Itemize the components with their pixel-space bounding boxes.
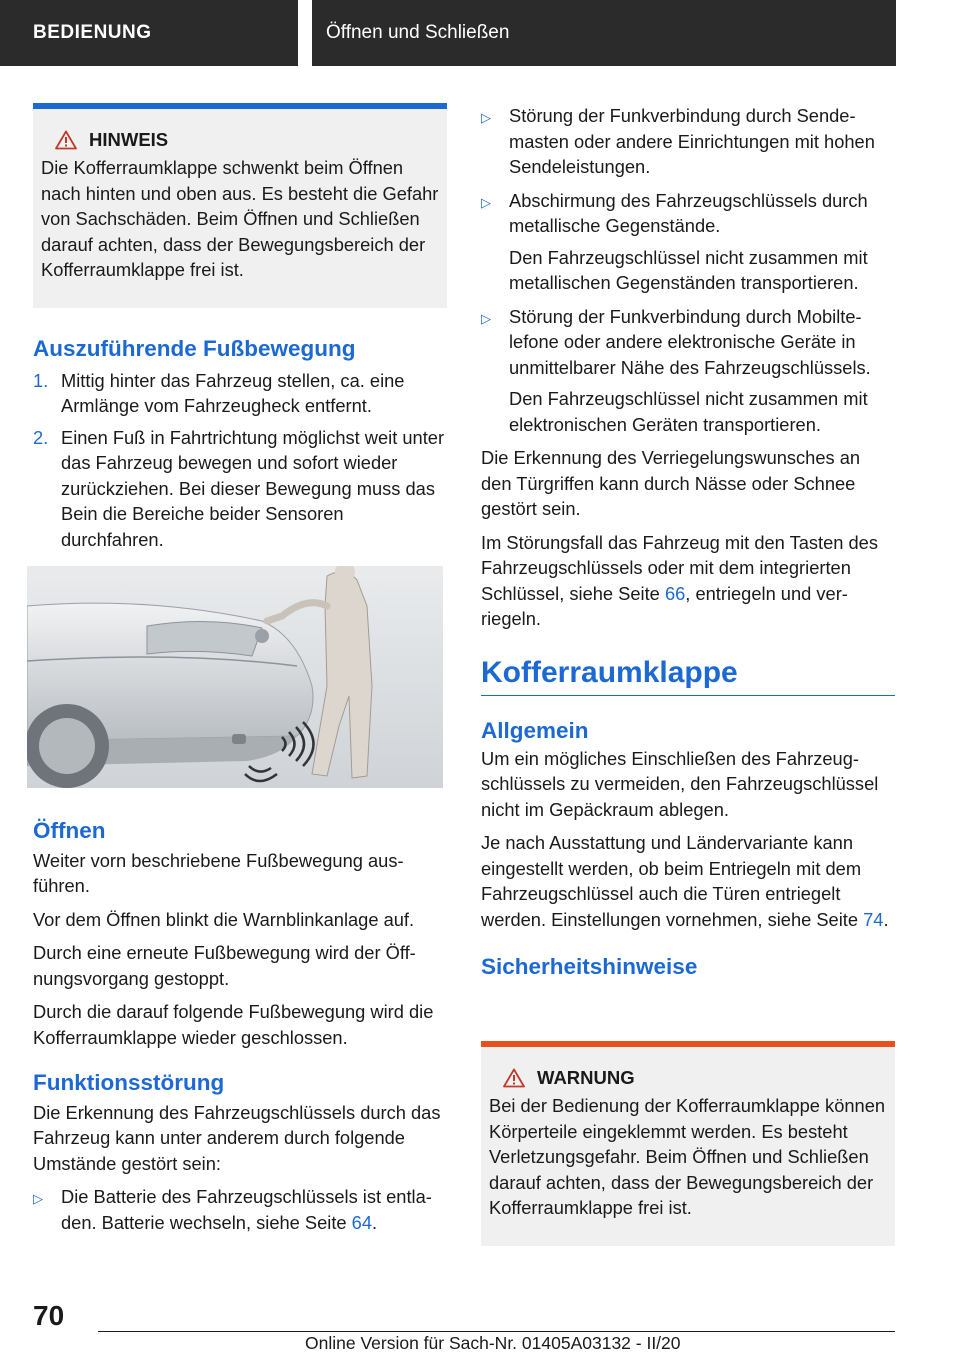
page-number: 70 bbox=[33, 1300, 65, 1331]
kofferraumklappe-heading: Kofferraumklappe bbox=[481, 655, 738, 689]
chapter-title: Öffnen und Schließen bbox=[312, 0, 896, 66]
bullet-item: ▷ Die Batterie des Fahrzeugschlüssels ist entladen. Batterie wechseln, siehe Seite 64. bbox=[33, 1184, 447, 1235]
footer-text: Online Version für Sach-Nr. 01405A03132 - II/20 bbox=[305, 1333, 681, 1353]
kick-sensor-illustration bbox=[27, 566, 443, 788]
page-header bbox=[0, 0, 960, 66]
page-link-74[interactable]: 74 bbox=[863, 908, 884, 930]
bullet-item: ▷ Störung der Funkverbindung durch Sendemasten oder andere Einrichtungen mit hohen Sendeleistungen. bbox=[481, 103, 895, 180]
hinweis-box bbox=[33, 103, 447, 308]
paragraph: Die Erkennung des Fahrzeugschlüssels durch das Fahrzeug kann unter anderem durch folgende Umstände gestört sein: bbox=[33, 1101, 441, 1174]
warnung-title: WARNUNG bbox=[489, 1067, 887, 1089]
bullet-item: ▷ Störung der Funkverbindung durch Mobiltelefone oder andere elektronische Geräte in unmittelbarer Nähe des Fahrzeugschlüssels. bbox=[481, 304, 895, 381]
page-link-64[interactable]: 64 bbox=[351, 1211, 372, 1233]
section-label: BEDIENUNG bbox=[0, 0, 298, 66]
paragraph: Durch eine erneute Fußbewegung wird der Öffnungsvorgang gestoppt. bbox=[33, 942, 416, 989]
step-item: 1. Mittig hinter das Fahrzeug stellen, ca. eine Armlänge vom Fahrzeugheck entfernt. bbox=[33, 369, 405, 416]
hinweis-title: HINWEIS bbox=[41, 129, 439, 151]
sicherheitshinweise-heading: Sicherheitshinweise bbox=[481, 954, 698, 979]
warning-triangle-icon bbox=[55, 130, 77, 150]
fussbewegung-section bbox=[33, 336, 447, 552]
step-item: 2. Einen Fuß in Fahrtrichtung möglichst weit unter das Fahrzeug bewegen und sofort wieder zurückziehen. Bei dieser Bewegung muss das Bein die Bereiche beider Sensoren durchfahren. bbox=[33, 426, 445, 550]
funktionsstoerung-heading: Funktionsstörung bbox=[33, 1070, 225, 1095]
hinweis-bar bbox=[33, 103, 447, 109]
triangle-right-icon: ▷ bbox=[481, 110, 491, 125]
paragraph: Vor dem Öffnen blinkt die Warnblinkanlage auf. bbox=[33, 908, 415, 930]
allgemein-heading: Allgemein bbox=[481, 718, 589, 743]
paragraph: Weiter vorn beschriebene Fußbewegung ausführen. bbox=[33, 849, 404, 896]
bullet-item: ▷ Abschirmung des Fahrzeugschlüssels durch metallische Gegenstände. bbox=[481, 188, 895, 239]
warnung-bar bbox=[481, 1041, 895, 1047]
paragraph: Die Erkennung des Verriegelungswunsches an den Türgriffen kann durch Nässe oder Schnee gestört sein. bbox=[481, 447, 861, 519]
warning-triangle-icon bbox=[503, 1068, 525, 1088]
car-rear-image bbox=[27, 566, 443, 788]
paragraph: Im Störungsfall das Fahrzeug mit den Tasten des Fahrzeugschlüssels oder mit dem integrierten Schlüssel, siehe Seite 66, entriegeln und verriegeln. bbox=[481, 531, 878, 629]
fussbewegung-heading: Auszuführende Fußbewegung bbox=[33, 336, 356, 361]
page-link-66[interactable]: 66 bbox=[664, 582, 686, 604]
oeffnen-section bbox=[33, 818, 447, 1235]
oeffnen-heading: Öffnen bbox=[33, 818, 106, 843]
bullet-note: Den Fahrzeugschlüssel nicht zusammen mit elektronischen Geräten transportieren. bbox=[509, 388, 868, 435]
triangle-right-icon: ▷ bbox=[481, 194, 491, 210]
warnung-text: Bei der Bedienung der Kofferraumklappe können Körperteile eingeklemmt werden. Es besteht Verletzungsgefahr. Beim Öffnen und Schließen darauf achten, dass der Bewegungsbereich der Kofferraumklappe frei ist. bbox=[489, 1095, 886, 1218]
footer-rule bbox=[98, 1331, 895, 1332]
paragraph: Je nach Ausstattung und Ländervariante kann eingestellt werden, ob beim Entriegeln mit dem Fahrzeugschlüssel auch die Türen entriegelt werden. Einstellungen vornehmen, siehe Seite 74. bbox=[481, 832, 889, 930]
paragraph: Durch die darauf folgende Fußbewegung wird die Kofferraumklappe wieder geschlossen. bbox=[33, 1001, 434, 1048]
bullet-note: Den Fahrzeugschlüssel nicht zusammen mit metallischen Gegenständen transportieren. bbox=[509, 246, 868, 293]
hinweis-text: Die Kofferraumklappe schwenkt beim Öffnen nach hinten und oben aus. Es besteht die Gefahr von Sachschäden. Beim Öffnen und Schließen darauf achten, dass der Bewegungsbereich der Kofferraumklappe frei ist. bbox=[41, 157, 439, 280]
warnung-box bbox=[481, 1041, 895, 1246]
paragraph: Um ein mögliches Einschließen des Fahrzeugschlüssels zu vermeiden, den Fahrzeugschlüssel nicht im Gepäckraum ablegen. bbox=[481, 747, 879, 820]
right-column bbox=[481, 103, 895, 980]
triangle-right-icon: ▷ bbox=[33, 1191, 43, 1206]
triangle-right-icon: ▷ bbox=[481, 310, 491, 326]
